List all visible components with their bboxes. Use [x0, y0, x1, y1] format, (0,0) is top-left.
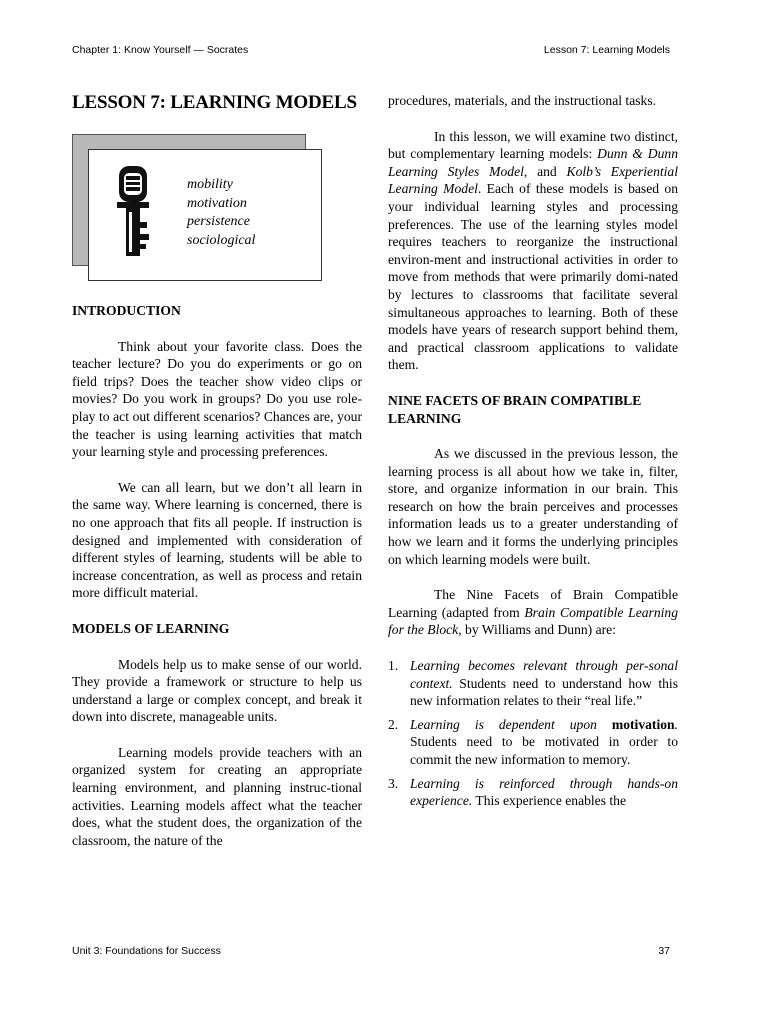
key-term: mobility [187, 177, 233, 192]
model-name: Kolb’s Experiential Learning Model [388, 163, 678, 197]
paragraph: Models help us to make sense of our world. They provide a framework or structure to help us understand a large or complex concept, and break it down into discrete, manageable units. [72, 656, 362, 725]
key-terms-card [88, 149, 322, 281]
section-heading-introduction: INTRODUCTION [72, 303, 181, 318]
paragraph-continued: procedures, materials, and the instructional tasks. [388, 93, 657, 108]
running-header-lesson: Lesson 7: Learning Models [543, 44, 670, 56]
facets-list [388, 657, 678, 810]
book-title: Brain Compatible Learning for the Block [388, 604, 679, 638]
key-term: persistence [187, 214, 250, 229]
paragraph: Think about your favorite class. Does the teacher lecture? Do you do experiments or go on field trips? Does the teacher show video clips or movies? Do you work in groups? Do you use role-play to act out different scenarios? Chances are, your the teacher is using learning activities that match your learning style and processing preferences. [72, 338, 362, 460]
section-heading-models: MODELS OF LEARNING [72, 620, 230, 636]
list-item: 3. Learning is reinforced through hands-on experience. This experience enables the [388, 775, 678, 809]
list-item: 2. Learning is dependent upon motivation. Students need to be motivated in order to commit the new information to memory. [388, 716, 678, 767]
running-header-chapter: Chapter 1: Know Yourself — Socrates [72, 44, 249, 56]
model-name: Dunn & Dunn Learning Styles Model [388, 146, 678, 179]
paragraph: The Nine Facets of Brain Compatible Learning (adapted from Brain Compatible Learning for the Block, by Williams and Dunn) are: [388, 587, 679, 638]
list-item: 1. Learning becomes relevant through per-sonal context. Students need to understand how this new information relates to their “real life.” [388, 658, 678, 709]
paragraph: As we discussed in the previous lesson, the learning process is all about how we take in, filter, store, and organize information in our brain. This research on how the brain perceives and processes information leads us to a greater understanding of how we learn and it forms the underlying principles on which learning models were built. [388, 446, 678, 567]
key-icon [113, 164, 153, 260]
key-terms-list [187, 176, 255, 250]
key-term: sociological [187, 232, 256, 248]
key-term: motivation [187, 195, 247, 211]
page-number: 37 [658, 945, 670, 957]
key-terms-box [72, 134, 322, 284]
right-column [388, 92, 678, 816]
paragraph: We can all learn, but we don’t all learn in the same way. Where learning is concerned, there is no one approach that fits all people. If instruction is designed and implemented with consideration of different styles of learning, students will be able to increase concentration, as well as process and retain more difficult material. [72, 479, 362, 601]
footer-unit: Unit 3: Foundations for Success [72, 945, 221, 957]
paragraph: In this lesson, we will examine two distinct, but complementary learning models: Dunn & Dunn Learning Styles Model, and Kolb’s Experiential Learning Model. Each of these models is based on your individual learning styles and processing preferences. The use of the learning styles model requires teachers to reorganize the instructional environ-ment and instructional activities in order to move from methods that were primarily domi-nated by lectures to classrooms that facilitate several simultaneous approaches to learning. Both of these models have years of research support behind them, and practical classroom applications to validate them. [388, 128, 678, 373]
left-column [72, 88, 362, 849]
section-heading-nine-facets: NINE FACETS OF BRAIN COMPATIBLE LEARNING [388, 392, 642, 426]
lesson-title: LESSON 7: LEARNING MODELS [72, 92, 357, 113]
paragraph: Learning models provide teachers with an organized system for creating an appropriate learning environment, and planning instruc-tional activities. Learning models affect what the teacher does, what the student does, the organization of the classroom, the nature of the [72, 744, 362, 848]
